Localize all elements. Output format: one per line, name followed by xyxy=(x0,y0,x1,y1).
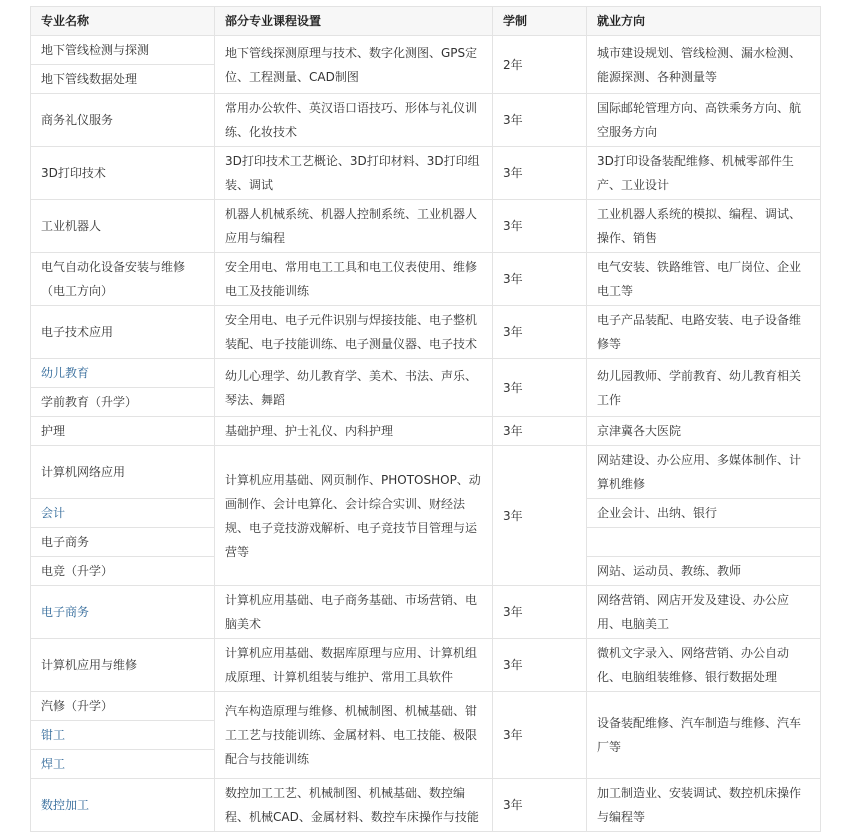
major-link[interactable]: 钳工 xyxy=(31,721,215,750)
career-direction: 电气安装、铁路维管、电厂岗位、企业电工等 xyxy=(587,253,821,306)
course-list: 计算机应用基础、电子商务基础、市场营销、电脑美术 xyxy=(215,586,493,639)
major-name: 地下管线数据处理 xyxy=(31,65,215,94)
major-name: 学前教育（升学） xyxy=(31,388,215,417)
career-direction-empty xyxy=(587,528,821,557)
course-list: 安全用电、常用电工工具和电工仪表使用、维修电工及技能训练 xyxy=(215,253,493,306)
table-row xyxy=(31,94,821,147)
course-list: 安全用电、电子元件识别与焊接技能、电子整机装配、电子技能训练、电子测量仪器、电子技术 xyxy=(215,306,493,359)
major-link[interactable]: 焊工 xyxy=(31,750,215,779)
major-name: 商务礼仪服务 xyxy=(31,94,215,147)
career-direction: 工业机器人系统的模拟、编程、调试、操作、销售 xyxy=(587,200,821,253)
major-name: 汽修（升学） xyxy=(31,692,215,721)
study-years: 3年 xyxy=(493,417,587,446)
table-row xyxy=(31,306,821,359)
header-courses: 部分专业课程设置 xyxy=(215,7,493,36)
course-list: 地下管线探测原理与技术、数字化测图、GPS定位、工程测量、CAD制图 xyxy=(215,36,493,94)
study-years: 3年 xyxy=(493,779,587,832)
study-years: 3年 xyxy=(493,586,587,639)
table-row xyxy=(31,36,821,65)
study-years: 3年 xyxy=(493,94,587,147)
course-list: 机器人机械系统、机器人控制系统、工业机器人应用与编程 xyxy=(215,200,493,253)
course-list: 数控加工工艺、机械制图、机械基础、数控编程、机械CAD、金属材料、数控车床操作与技能 xyxy=(215,779,493,832)
course-list: 幼儿心理学、幼儿教育学、美术、书法、声乐、琴法、舞蹈 xyxy=(215,359,493,417)
course-list: 计算机应用基础、网页制作、PHOTOSHOP、动画制作、会计电算化、会计综合实训、财经法规、电子竞技游戏解析、电子竞技节目管理与运营等 xyxy=(215,446,493,586)
table-row xyxy=(31,417,821,446)
career-direction: 网站建设、办公应用、多媒体制作、计算机维修 xyxy=(587,446,821,499)
major-name: 电竞（升学） xyxy=(31,557,215,586)
major-name: 工业机器人 xyxy=(31,200,215,253)
career-direction: 加工制造业、安装调试、数控机床操作与编程等 xyxy=(587,779,821,832)
major-link[interactable]: 幼儿教育 xyxy=(31,359,215,388)
course-list: 计算机应用基础、数据库原理与应用、计算机组成原理、计算机组装与维护、常用工具软件 xyxy=(215,639,493,692)
major-name: 电子技术应用 xyxy=(31,306,215,359)
career-direction: 幼儿园教师、学前教育、幼儿教育相关工作 xyxy=(587,359,821,417)
major-link[interactable]: 会计 xyxy=(31,499,215,528)
career-direction: 企业会计、出纳、银行 xyxy=(587,499,821,528)
career-direction: 电子产品装配、电路安装、电子设备维修等 xyxy=(587,306,821,359)
career-direction: 网络营销、网店开发及建设、办公应用、电脑美工 xyxy=(587,586,821,639)
table-row xyxy=(31,586,821,639)
table-row xyxy=(31,779,821,832)
course-list: 汽车构造原理与维修、机械制图、机械基础、钳工工艺与技能训练、金属材料、电工技能、极限配合与技能训练 xyxy=(215,692,493,779)
career-direction: 网站、运动员、教练、教师 xyxy=(587,557,821,586)
table-row xyxy=(31,692,821,721)
major-name: 护理 xyxy=(31,417,215,446)
career-direction: 设备装配维修、汽车制造与维修、汽车厂等 xyxy=(587,692,821,779)
career-direction: 京津冀各大医院 xyxy=(587,417,821,446)
major-link[interactable]: 数控加工 xyxy=(31,779,215,832)
study-years: 2年 xyxy=(493,36,587,94)
major-name: 3D打印技术 xyxy=(31,147,215,200)
study-years: 3年 xyxy=(493,639,587,692)
major-link[interactable]: 电子商务 xyxy=(31,586,215,639)
study-years: 3年 xyxy=(493,359,587,417)
header-career: 就业方向 xyxy=(587,7,821,36)
career-direction: 3D打印设备装配维修、机械零部件生产、工业设计 xyxy=(587,147,821,200)
header-major: 专业名称 xyxy=(31,7,215,36)
study-years: 3年 xyxy=(493,200,587,253)
major-name: 电气自动化设备安装与维修（电工方向） xyxy=(31,253,215,306)
course-list: 基础护理、护士礼仪、内科护理 xyxy=(215,417,493,446)
major-name: 电子商务 xyxy=(31,528,215,557)
major-name: 地下管线检测与探测 xyxy=(31,36,215,65)
majors-table xyxy=(30,6,821,832)
table-row xyxy=(31,200,821,253)
table-row xyxy=(31,446,821,499)
study-years: 3年 xyxy=(493,692,587,779)
study-years: 3年 xyxy=(493,253,587,306)
table-row xyxy=(31,253,821,306)
career-direction: 微机文字录入、网络营销、办公自动化、电脑组装维修、银行数据处理 xyxy=(587,639,821,692)
career-direction: 城市建设规划、管线检测、漏水检测、能源探测、各种测量等 xyxy=(587,36,821,94)
study-years: 3年 xyxy=(493,306,587,359)
table-row xyxy=(31,147,821,200)
study-years: 3年 xyxy=(493,147,587,200)
study-years: 3年 xyxy=(493,446,587,586)
table-row xyxy=(31,639,821,692)
major-name: 计算机应用与维修 xyxy=(31,639,215,692)
course-list: 3D打印技术工艺概论、3D打印材料、3D打印组装、调试 xyxy=(215,147,493,200)
course-list: 常用办公软件、英汉语口语技巧、形体与礼仪训练、化妆技术 xyxy=(215,94,493,147)
header-years: 学制 xyxy=(493,7,587,36)
major-name: 计算机网络应用 xyxy=(31,446,215,499)
table-header-row xyxy=(31,7,821,36)
career-direction: 国际邮轮管理方向、高铁乘务方向、航空服务方向 xyxy=(587,94,821,147)
table-row xyxy=(31,359,821,388)
